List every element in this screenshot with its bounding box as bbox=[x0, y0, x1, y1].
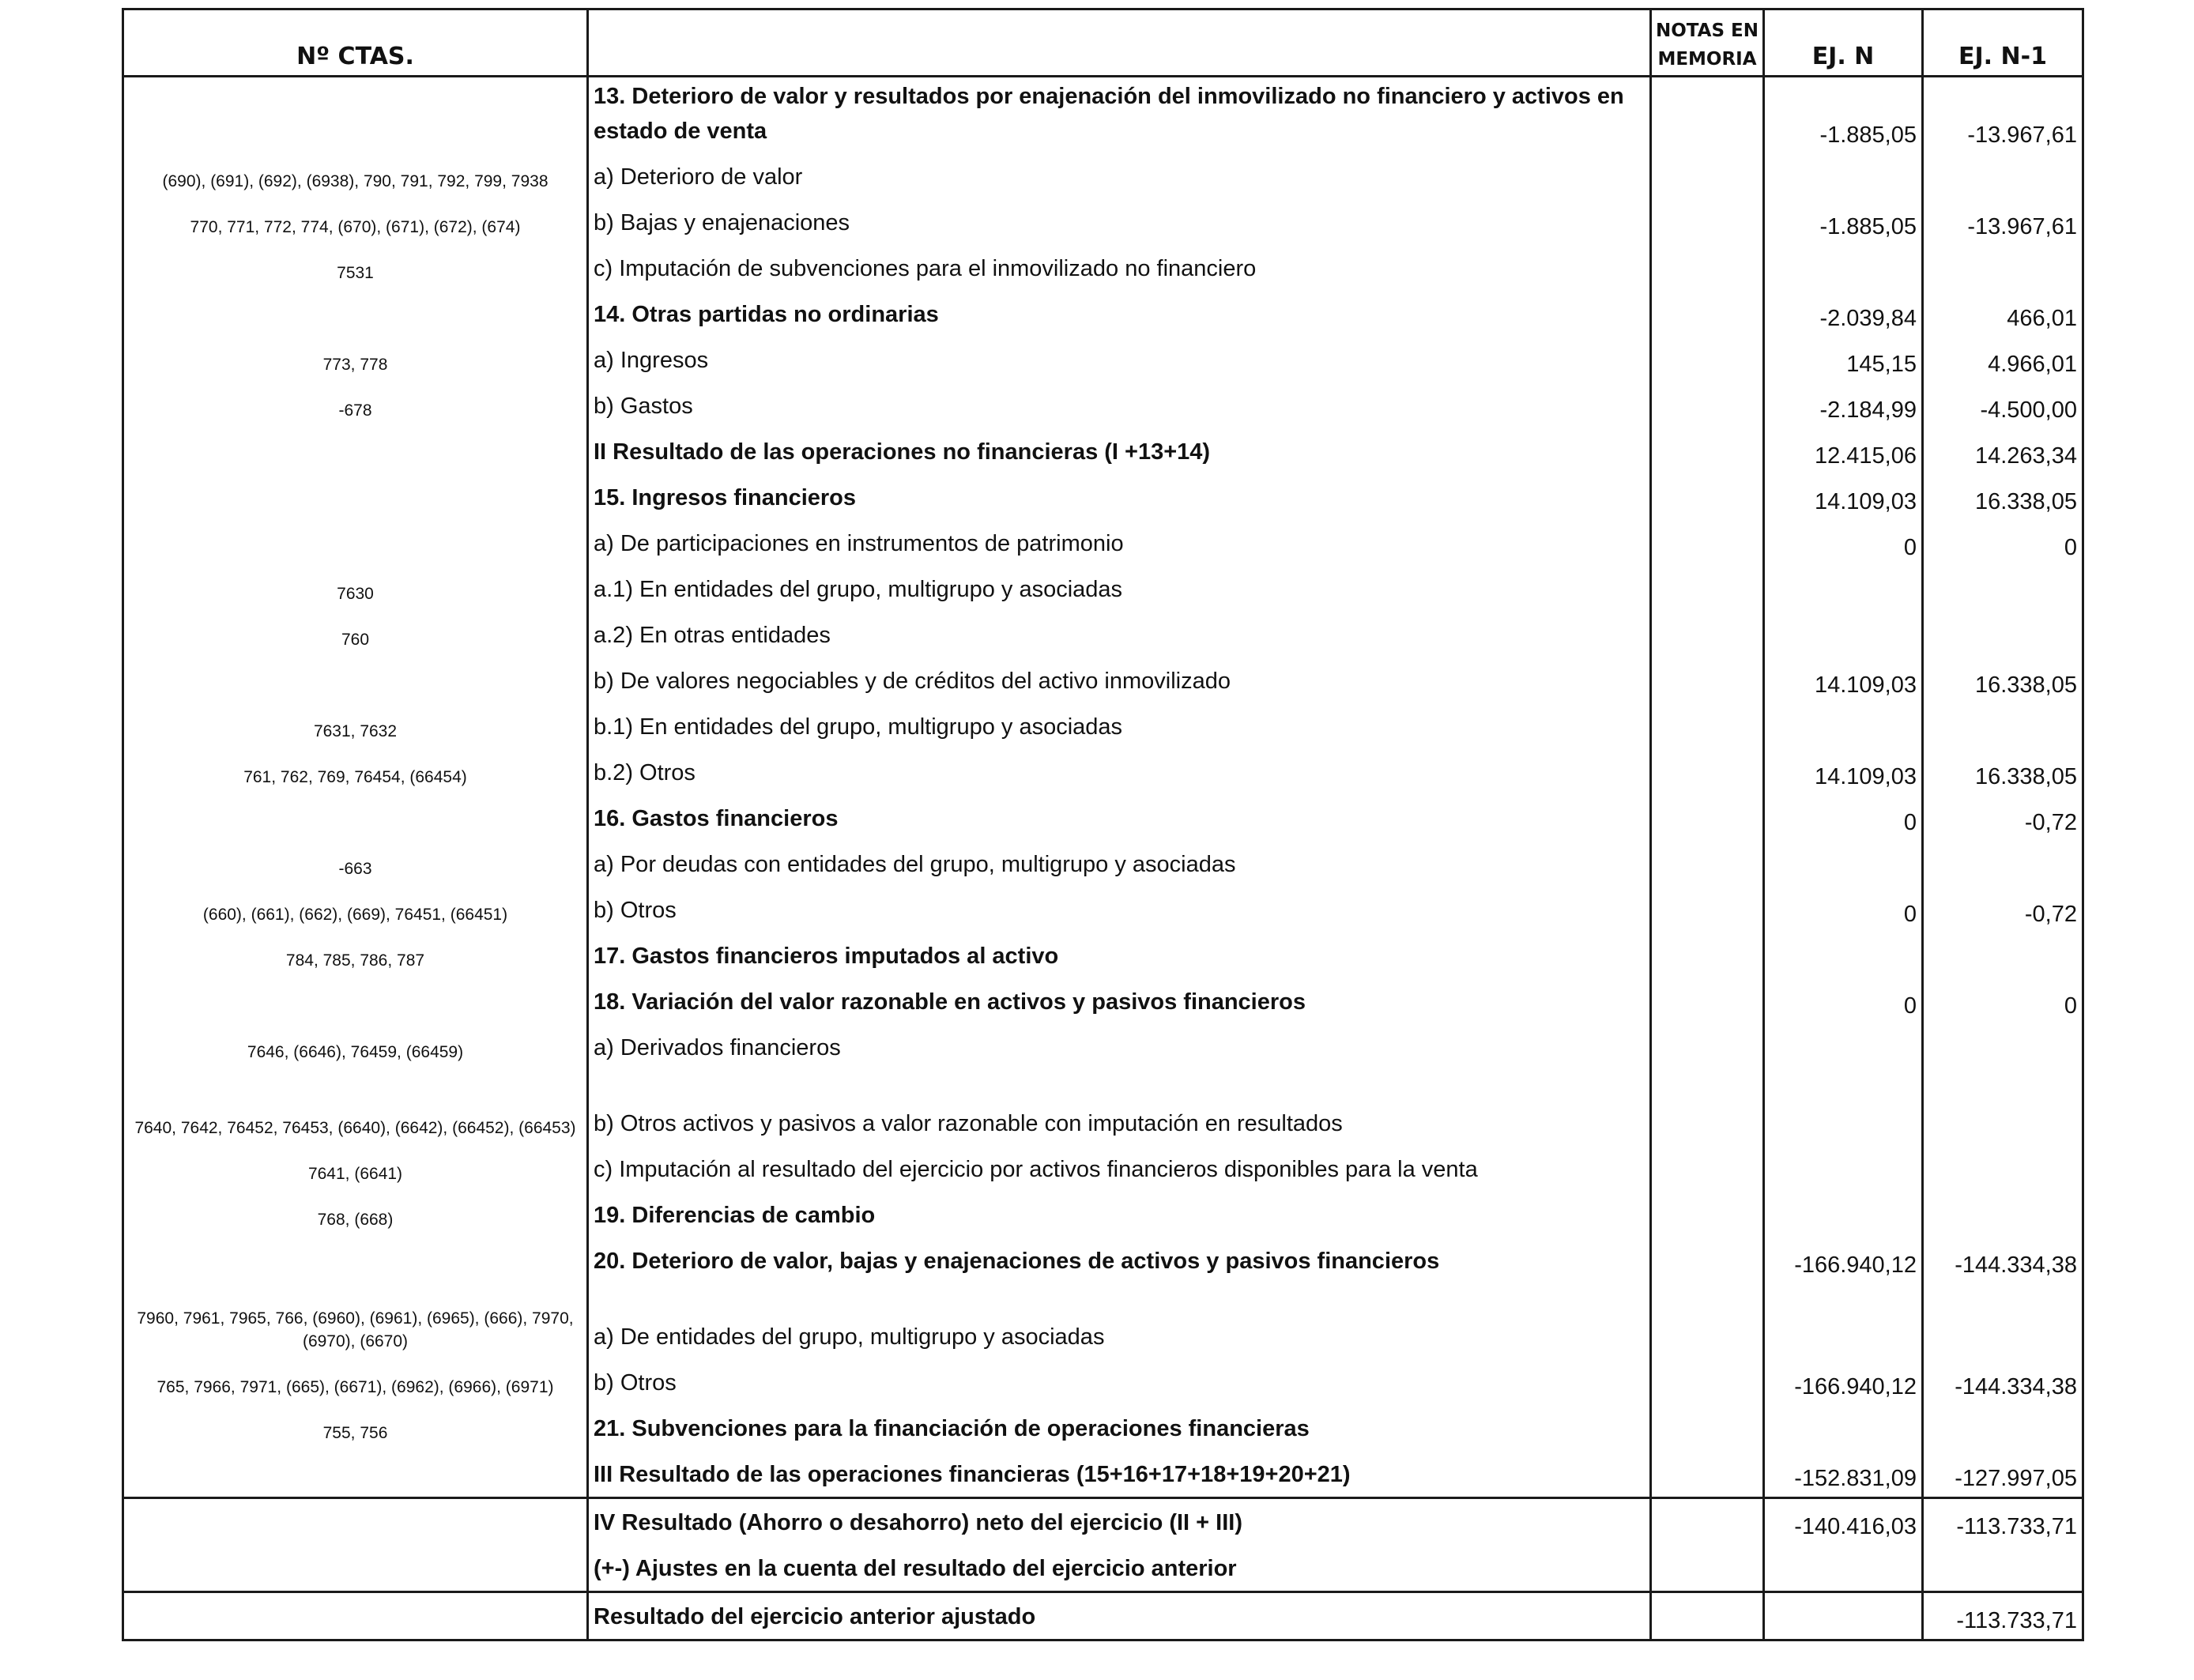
table-row bbox=[123, 978, 2083, 1024]
account-codes: 7631, 7632 bbox=[123, 703, 588, 749]
row-label: 18. Variación del valor razonable en activos y pasivos financieros bbox=[588, 978, 1651, 1024]
account-codes bbox=[123, 1545, 588, 1592]
table-row bbox=[123, 841, 2083, 887]
prior-year-value: 16.338,05 bbox=[1923, 474, 2083, 520]
row-label: b) De valores negociables y de créditos del activo inmovilizado bbox=[588, 657, 1651, 703]
header-accounts: Nº CTAS. bbox=[123, 9, 588, 77]
notes-cell bbox=[1651, 841, 1764, 887]
current-year-value: -2.184,99 bbox=[1764, 382, 1923, 428]
notes-cell bbox=[1651, 1545, 1764, 1592]
notes-cell bbox=[1651, 153, 1764, 199]
account-codes bbox=[123, 474, 588, 520]
current-year-value: 0 bbox=[1764, 978, 1923, 1024]
current-year-value bbox=[1764, 932, 1923, 978]
row-label: b.1) En entidades del grupo, multigrupo y asociadas bbox=[588, 703, 1651, 749]
account-codes: 7640, 7642, 76452, 76453, (6640), (6642), (66452), (66453) bbox=[123, 1070, 588, 1146]
table-row bbox=[123, 612, 2083, 657]
notes-cell bbox=[1651, 703, 1764, 749]
account-codes bbox=[123, 978, 588, 1024]
current-year-value: -166.940,12 bbox=[1764, 1237, 1923, 1283]
row-label: a) De participaciones en instrumentos de patrimonio bbox=[588, 520, 1651, 566]
row-label: IV Resultado (Ahorro o desahorro) neto del ejercicio (II + III) bbox=[588, 1498, 1651, 1546]
table-row bbox=[123, 77, 2083, 154]
row-label: a.1) En entidades del grupo, multigrupo y asociadas bbox=[588, 566, 1651, 612]
prior-year-value bbox=[1923, 1283, 2083, 1359]
current-year-value bbox=[1764, 566, 1923, 612]
row-label: 13. Deterioro de valor y resultados por enajenación del inmovilizado no financiero y activos en estado de venta bbox=[588, 77, 1651, 154]
prior-year-value: -0,72 bbox=[1923, 795, 2083, 841]
table-row bbox=[123, 1237, 2083, 1283]
notes-cell bbox=[1651, 1359, 1764, 1405]
notes-cell bbox=[1651, 1024, 1764, 1070]
table-row bbox=[123, 1545, 2083, 1592]
current-year-value bbox=[1764, 1070, 1923, 1146]
current-year-value: -166.940,12 bbox=[1764, 1359, 1923, 1405]
row-label: 21. Subvenciones para la financiación de operaciones financieras bbox=[588, 1405, 1651, 1451]
row-label: b) Otros bbox=[588, 887, 1651, 932]
current-year-value bbox=[1764, 1545, 1923, 1592]
notes-cell bbox=[1651, 932, 1764, 978]
header-description bbox=[588, 9, 1651, 77]
notes-cell bbox=[1651, 1498, 1764, 1546]
row-label: II Resultado de las operaciones no financieras (I +13+14) bbox=[588, 428, 1651, 474]
current-year-value bbox=[1764, 1192, 1923, 1237]
table-row bbox=[123, 1592, 2083, 1640]
table-row bbox=[123, 749, 2083, 795]
table-row bbox=[123, 153, 2083, 199]
account-codes: -678 bbox=[123, 382, 588, 428]
account-codes: (690), (691), (692), (6938), 790, 791, 792, 799, 7938 bbox=[123, 153, 588, 199]
account-codes bbox=[123, 795, 588, 841]
table-row bbox=[123, 199, 2083, 245]
account-codes: 784, 785, 786, 787 bbox=[123, 932, 588, 978]
account-codes bbox=[123, 428, 588, 474]
table-row bbox=[123, 657, 2083, 703]
prior-year-value bbox=[1923, 153, 2083, 199]
row-label: 20. Deterioro de valor, bajas y enajenaciones de activos y pasivos financieros bbox=[588, 1237, 1651, 1283]
account-codes bbox=[123, 520, 588, 566]
current-year-value bbox=[1764, 1592, 1923, 1640]
current-year-value: -152.831,09 bbox=[1764, 1451, 1923, 1498]
prior-year-value bbox=[1923, 932, 2083, 978]
table-row bbox=[123, 428, 2083, 474]
prior-year-value bbox=[1923, 703, 2083, 749]
notes-cell bbox=[1651, 337, 1764, 382]
notes-cell bbox=[1651, 245, 1764, 291]
current-year-value bbox=[1764, 245, 1923, 291]
row-label: III Resultado de las operaciones financieras (15+16+17+18+19+20+21) bbox=[588, 1451, 1651, 1498]
account-codes: 7641, (6641) bbox=[123, 1146, 588, 1192]
prior-year-value bbox=[1923, 1146, 2083, 1192]
current-year-value: 0 bbox=[1764, 795, 1923, 841]
notes-cell bbox=[1651, 978, 1764, 1024]
current-year-value: 12.415,06 bbox=[1764, 428, 1923, 474]
account-codes: 760 bbox=[123, 612, 588, 657]
prior-year-value bbox=[1923, 245, 2083, 291]
account-codes bbox=[123, 1451, 588, 1498]
row-label: c) Imputación de subvenciones para el inmovilizado no financiero bbox=[588, 245, 1651, 291]
header-notes bbox=[1651, 9, 1764, 77]
prior-year-value: -113.733,71 bbox=[1923, 1498, 2083, 1546]
row-label: a) Derivados financieros bbox=[588, 1024, 1651, 1070]
notes-cell bbox=[1651, 795, 1764, 841]
income-statement-table bbox=[122, 8, 2084, 1641]
prior-year-value: -13.967,61 bbox=[1923, 77, 2083, 154]
table-row bbox=[123, 520, 2083, 566]
table-row bbox=[123, 1070, 2083, 1146]
current-year-value bbox=[1764, 1405, 1923, 1451]
notes-cell bbox=[1651, 1146, 1764, 1192]
prior-year-value bbox=[1923, 841, 2083, 887]
income-statement-sheet bbox=[122, 8, 2082, 1641]
notes-cell bbox=[1651, 612, 1764, 657]
header-notes-label: NOTAS EN MEMORIA bbox=[1655, 21, 1759, 70]
current-year-value: 0 bbox=[1764, 520, 1923, 566]
header-prior-year: EJ. N-1 bbox=[1923, 9, 2083, 77]
table-row bbox=[123, 291, 2083, 337]
row-label: a.2) En otras entidades bbox=[588, 612, 1651, 657]
prior-year-value: 16.338,05 bbox=[1923, 749, 2083, 795]
row-label: b.2) Otros bbox=[588, 749, 1651, 795]
prior-year-value: -144.334,38 bbox=[1923, 1237, 2083, 1283]
notes-cell bbox=[1651, 428, 1764, 474]
row-label: 19. Diferencias de cambio bbox=[588, 1192, 1651, 1237]
notes-cell bbox=[1651, 291, 1764, 337]
prior-year-value: -4.500,00 bbox=[1923, 382, 2083, 428]
prior-year-value bbox=[1923, 1070, 2083, 1146]
account-codes: 761, 762, 769, 76454, (66454) bbox=[123, 749, 588, 795]
prior-year-value bbox=[1923, 1405, 2083, 1451]
table-row bbox=[123, 245, 2083, 291]
table-row bbox=[123, 566, 2083, 612]
row-label: b) Otros bbox=[588, 1359, 1651, 1405]
prior-year-value: -113.733,71 bbox=[1923, 1592, 2083, 1640]
prior-year-value: 4.966,01 bbox=[1923, 337, 2083, 382]
account-codes bbox=[123, 657, 588, 703]
prior-year-value: 0 bbox=[1923, 520, 2083, 566]
row-label: a) Deterioro de valor bbox=[588, 153, 1651, 199]
account-codes: 770, 771, 772, 774, (670), (671), (672), (674) bbox=[123, 199, 588, 245]
notes-cell bbox=[1651, 1592, 1764, 1640]
notes-cell bbox=[1651, 749, 1764, 795]
account-codes: (660), (661), (662), (669), 76451, (66451) bbox=[123, 887, 588, 932]
current-year-value bbox=[1764, 703, 1923, 749]
current-year-value: -140.416,03 bbox=[1764, 1498, 1923, 1546]
row-label: 17. Gastos financieros imputados al activo bbox=[588, 932, 1651, 978]
prior-year-value bbox=[1923, 566, 2083, 612]
prior-year-value: -13.967,61 bbox=[1923, 199, 2083, 245]
header-current-year: EJ. N bbox=[1764, 9, 1923, 77]
table-row bbox=[123, 932, 2083, 978]
row-label: 15. Ingresos financieros bbox=[588, 474, 1651, 520]
current-year-value bbox=[1764, 153, 1923, 199]
prior-year-value: 14.263,34 bbox=[1923, 428, 2083, 474]
table-row bbox=[123, 382, 2083, 428]
prior-year-value: 466,01 bbox=[1923, 291, 2083, 337]
account-codes: 7630 bbox=[123, 566, 588, 612]
current-year-value: 145,15 bbox=[1764, 337, 1923, 382]
notes-cell bbox=[1651, 887, 1764, 932]
account-codes: 7531 bbox=[123, 245, 588, 291]
current-year-value: 14.109,03 bbox=[1764, 749, 1923, 795]
account-codes: 768, (668) bbox=[123, 1192, 588, 1237]
current-year-value bbox=[1764, 1024, 1923, 1070]
table-row bbox=[123, 1192, 2083, 1237]
prior-year-value: -127.997,05 bbox=[1923, 1451, 2083, 1498]
table-row bbox=[123, 1405, 2083, 1451]
account-codes bbox=[123, 1237, 588, 1283]
prior-year-value: -144.334,38 bbox=[1923, 1359, 2083, 1405]
prior-year-value bbox=[1923, 612, 2083, 657]
table-body bbox=[123, 77, 2083, 1640]
notes-cell bbox=[1651, 199, 1764, 245]
current-year-value: 14.109,03 bbox=[1764, 474, 1923, 520]
notes-cell bbox=[1651, 520, 1764, 566]
notes-cell bbox=[1651, 1192, 1764, 1237]
notes-cell bbox=[1651, 1070, 1764, 1146]
current-year-value: -2.039,84 bbox=[1764, 291, 1923, 337]
prior-year-value bbox=[1923, 1545, 2083, 1592]
account-codes: 7646, (6646), 76459, (66459) bbox=[123, 1024, 588, 1070]
prior-year-value bbox=[1923, 1024, 2083, 1070]
row-label: 14. Otras partidas no ordinarias bbox=[588, 291, 1651, 337]
table-row bbox=[123, 1024, 2083, 1070]
table-row bbox=[123, 1359, 2083, 1405]
current-year-value bbox=[1764, 1146, 1923, 1192]
current-year-value bbox=[1764, 841, 1923, 887]
account-codes: 755, 756 bbox=[123, 1405, 588, 1451]
prior-year-value: 16.338,05 bbox=[1923, 657, 2083, 703]
notes-cell bbox=[1651, 474, 1764, 520]
row-label: Resultado del ejercicio anterior ajustado bbox=[588, 1592, 1651, 1640]
current-year-value: -1.885,05 bbox=[1764, 77, 1923, 154]
notes-cell bbox=[1651, 657, 1764, 703]
notes-cell bbox=[1651, 77, 1764, 154]
notes-cell bbox=[1651, 382, 1764, 428]
account-codes bbox=[123, 291, 588, 337]
row-label: c) Imputación al resultado del ejercicio por activos financieros disponibles para la venta bbox=[588, 1146, 1651, 1192]
current-year-value: 14.109,03 bbox=[1764, 657, 1923, 703]
table-row bbox=[123, 1498, 2083, 1546]
row-label: b) Bajas y enajenaciones bbox=[588, 199, 1651, 245]
notes-cell bbox=[1651, 1283, 1764, 1359]
account-codes bbox=[123, 1592, 588, 1640]
row-label: 16. Gastos financieros bbox=[588, 795, 1651, 841]
account-codes: -663 bbox=[123, 841, 588, 887]
table-row bbox=[123, 1283, 2083, 1359]
row-label: b) Gastos bbox=[588, 382, 1651, 428]
notes-cell bbox=[1651, 1451, 1764, 1498]
row-label: (+-) Ajustes en la cuenta del resultado del ejercicio anterior bbox=[588, 1545, 1651, 1592]
prior-year-value: -0,72 bbox=[1923, 887, 2083, 932]
prior-year-value bbox=[1923, 1192, 2083, 1237]
table-row bbox=[123, 795, 2083, 841]
header-row bbox=[123, 9, 2083, 77]
table-row bbox=[123, 337, 2083, 382]
table-row bbox=[123, 703, 2083, 749]
table-row bbox=[123, 1451, 2083, 1498]
current-year-value: -1.885,05 bbox=[1764, 199, 1923, 245]
prior-year-value: 0 bbox=[1923, 978, 2083, 1024]
current-year-value bbox=[1764, 1283, 1923, 1359]
current-year-value bbox=[1764, 612, 1923, 657]
table-row bbox=[123, 887, 2083, 932]
account-codes bbox=[123, 77, 588, 154]
row-label: a) Ingresos bbox=[588, 337, 1651, 382]
notes-cell bbox=[1651, 1237, 1764, 1283]
account-codes: 773, 778 bbox=[123, 337, 588, 382]
row-label: a) Por deudas con entidades del grupo, multigrupo y asociadas bbox=[588, 841, 1651, 887]
notes-cell bbox=[1651, 566, 1764, 612]
row-label: b) Otros activos y pasivos a valor razonable con imputación en resultados bbox=[588, 1070, 1651, 1146]
account-codes: 7960, 7961, 7965, 766, (6960), (6961), (6965), (666), 7970, (6970), (6670) bbox=[123, 1283, 588, 1359]
table-row bbox=[123, 474, 2083, 520]
account-codes bbox=[123, 1498, 588, 1546]
row-label: a) De entidades del grupo, multigrupo y asociadas bbox=[588, 1283, 1651, 1359]
current-year-value: 0 bbox=[1764, 887, 1923, 932]
notes-cell bbox=[1651, 1405, 1764, 1451]
table-row bbox=[123, 1146, 2083, 1192]
account-codes: 765, 7966, 7971, (665), (6671), (6962), (6966), (6971) bbox=[123, 1359, 588, 1405]
